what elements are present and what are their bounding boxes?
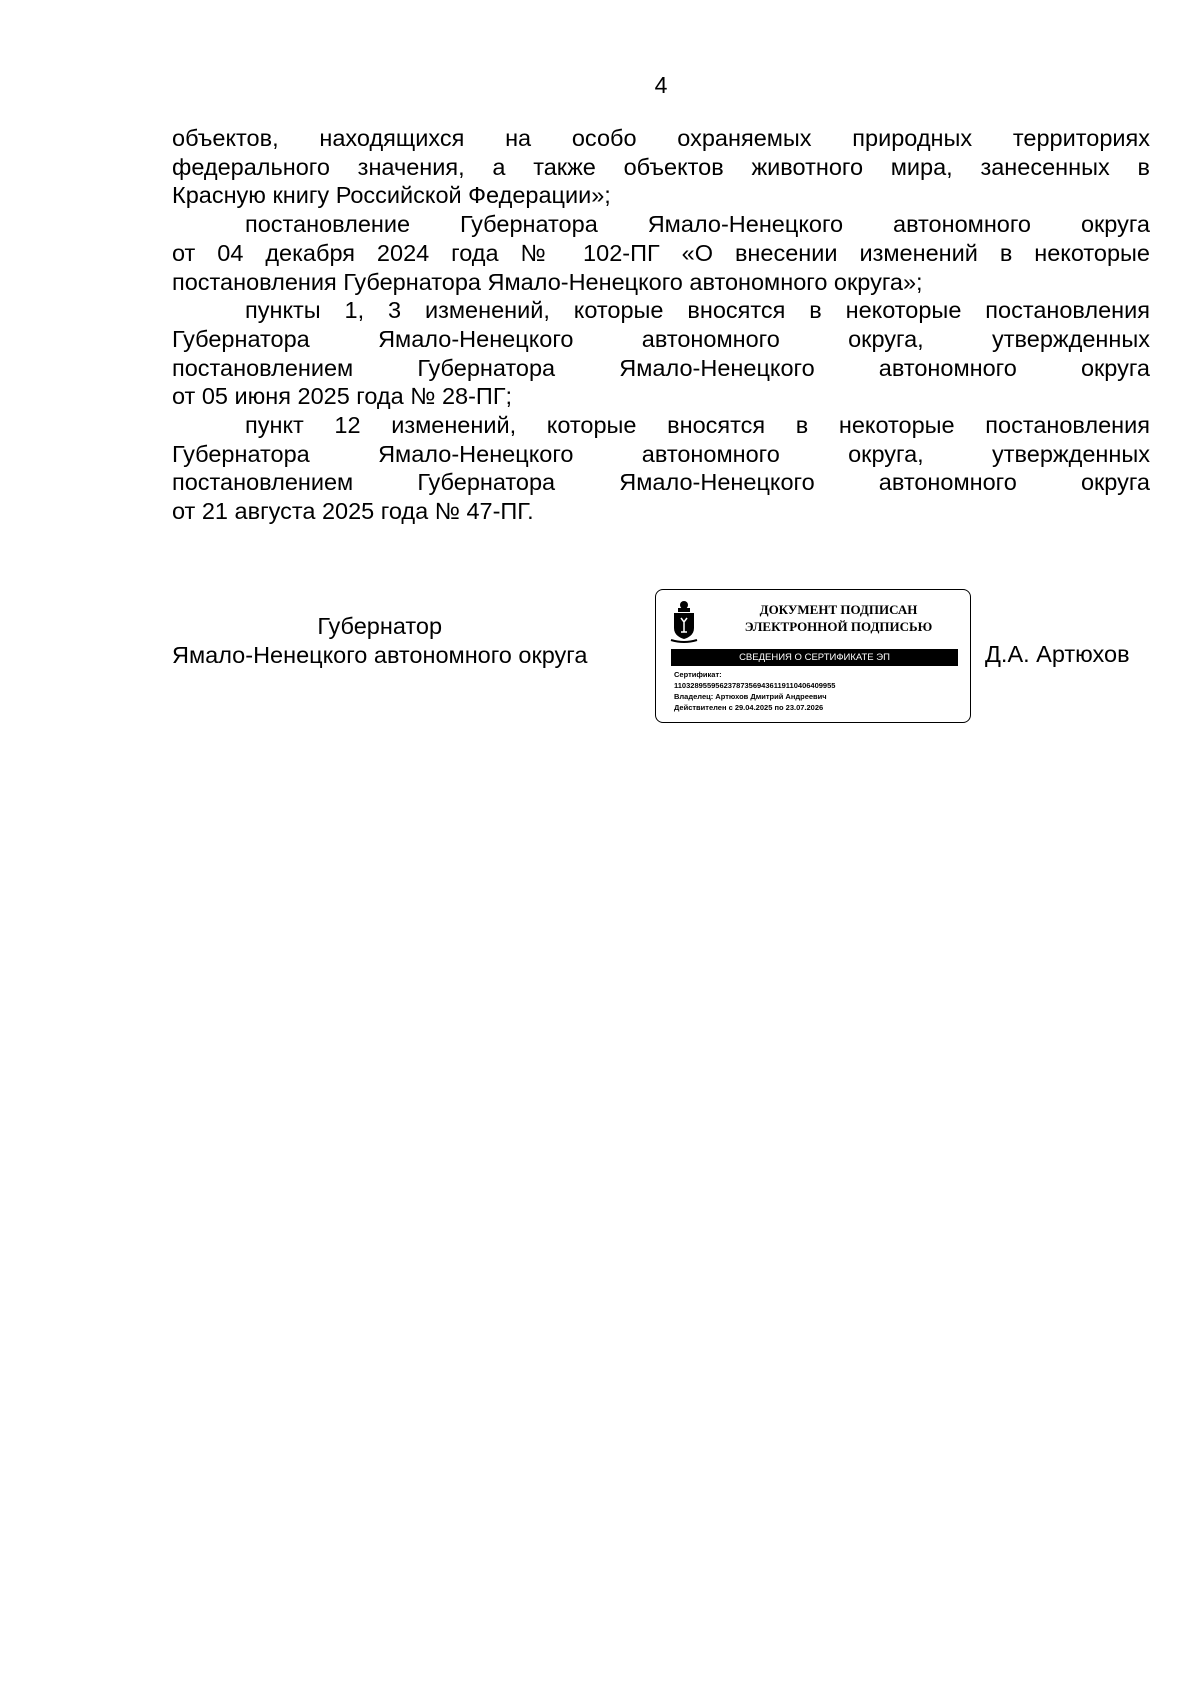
position-title: Губернатор bbox=[317, 613, 443, 639]
text-line: от 21 августа 2025 года № 47-ПГ. bbox=[172, 498, 534, 525]
text-line: объектов, находящихся на особо охраняемых природных территориях bbox=[172, 125, 1150, 151]
stamp-title-line: ДОКУМЕНТ ПОДПИСАН bbox=[759, 602, 918, 617]
stamp-title bbox=[711, 601, 966, 635]
text-line: от 04 декабря 2024 года № 102-ПГ «О внесении изменений в некоторые bbox=[172, 239, 1150, 266]
text-line: Губернатора Ямало-Ненецкого автономного округа, утвержденных bbox=[172, 440, 1150, 467]
certificate-label: Сертификат: bbox=[674, 670, 722, 679]
text-line: Губернатора Ямало-Ненецкого автономного округа, утвержденных bbox=[172, 325, 1150, 352]
stamp-title-line: ЭЛЕКТРОННОЙ ПОДПИСЬЮ bbox=[744, 619, 933, 634]
electronic-signature-stamp bbox=[655, 589, 971, 723]
text-line: пункты 1, 3 изменений, которые вносятся в некоторые постановления bbox=[245, 297, 1150, 324]
paragraph bbox=[172, 124, 1150, 210]
text-line: постановлением Губернатора Ямало-Ненецкого автономного округа bbox=[172, 469, 1150, 496]
certificate-number: 110328955956237873569436119110406409955 bbox=[674, 681, 836, 690]
certificate-validity: Действителен с 29.04.2025 по 23.07.2026 bbox=[674, 703, 824, 712]
text-line: постановления Губернатора Ямало-Ненецкого автономного округа»; bbox=[172, 268, 923, 295]
text-line: от 05 июня 2025 года № 28-ПГ; bbox=[172, 383, 513, 410]
page-number: 4 bbox=[654, 72, 668, 98]
paragraph bbox=[172, 411, 1150, 526]
text-line: постановление Губернатора Ямало-Ненецкого автономного округа bbox=[245, 211, 1150, 238]
text-line: постановлением Губернатора Ямало-Ненецкого автономного округа bbox=[172, 354, 1150, 381]
certificate-details bbox=[674, 669, 835, 713]
text-line: Красную книгу Российской Федерации»; bbox=[172, 182, 611, 209]
text-line: федерального значения, а также объектов животного мира, занесенных в bbox=[172, 153, 1150, 180]
paragraph bbox=[172, 296, 1150, 411]
coat-of-arms-icon bbox=[670, 600, 698, 644]
signatory-name: Д.А. Артюхов bbox=[985, 641, 1130, 667]
text-line: пункт 12 изменений, которые вносятся в некоторые постановления bbox=[245, 412, 1150, 439]
paragraph bbox=[172, 210, 1150, 296]
document-body bbox=[172, 124, 1150, 526]
certificate-owner: Владелец: Артюхов Дмитрий Андреевич bbox=[674, 692, 827, 701]
position-region: Ямало-Ненецкого автономного округа bbox=[172, 642, 588, 668]
certificate-info-bar: СВЕДЕНИЯ О СЕРТИФИКАТЕ ЭП bbox=[671, 649, 958, 666]
signatory-position bbox=[172, 612, 587, 670]
